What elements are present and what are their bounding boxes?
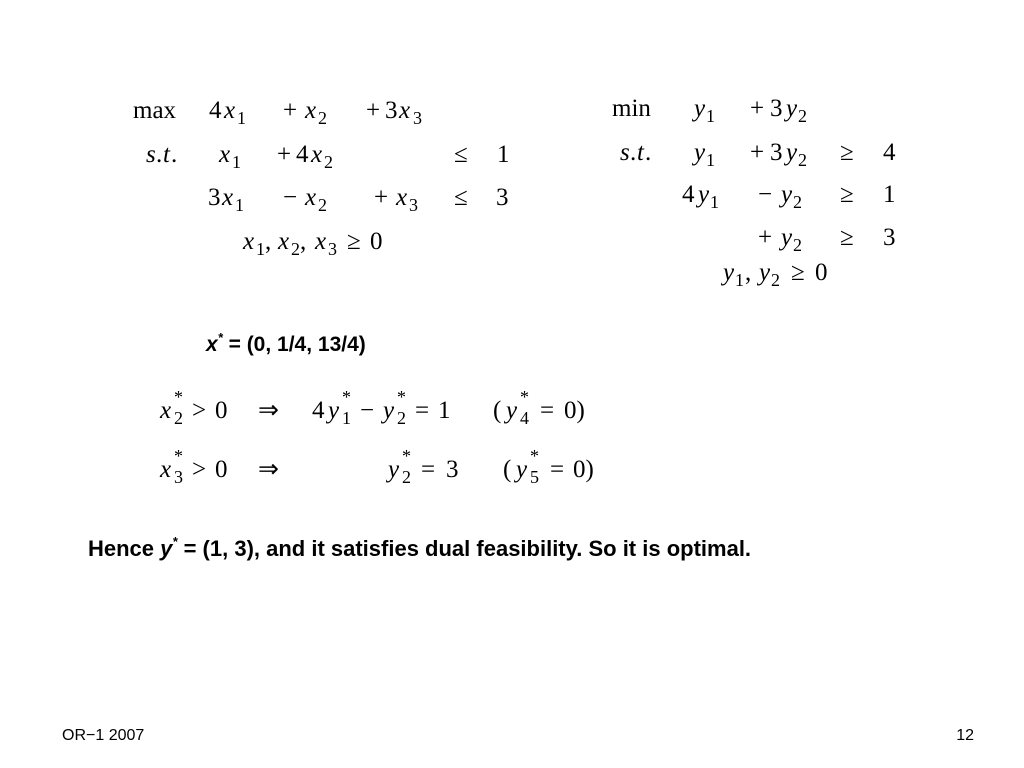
svg-text:=: =: [550, 456, 565, 483]
svg-text:1: 1: [706, 106, 715, 126]
svg-text:*: *: [174, 387, 183, 407]
svg-text:x: x: [311, 141, 323, 168]
svg-text:=: =: [421, 456, 436, 483]
svg-text:3: 3: [770, 95, 783, 122]
svg-text:y: y: [723, 259, 735, 286]
svg-text:1: 1: [232, 152, 241, 172]
svg-text:x: x: [160, 397, 172, 424]
svg-text:−: −: [283, 184, 298, 211]
svg-text:y: y: [516, 456, 528, 483]
svg-text:t: t: [637, 139, 644, 166]
svg-text:+: +: [750, 95, 765, 122]
svg-text:y: y: [781, 181, 793, 208]
svg-text:*: *: [174, 446, 183, 466]
svg-text:y: y: [786, 139, 798, 166]
svg-text:1: 1: [883, 181, 896, 208]
svg-text:y: y: [388, 456, 400, 483]
svg-text:0: 0: [815, 259, 828, 286]
svg-text:y: y: [506, 397, 518, 424]
svg-text:⇒: ⇒: [258, 397, 279, 424]
svg-text:=: =: [415, 397, 430, 424]
svg-text:.: .: [645, 139, 652, 166]
svg-text:x: x: [305, 97, 317, 124]
svg-text:*: *: [402, 446, 411, 466]
svg-text:y: y: [694, 95, 706, 122]
svg-text:+: +: [277, 141, 292, 168]
svg-text:,: ,: [265, 228, 272, 255]
svg-text:3: 3: [174, 467, 183, 487]
svg-text:0: 0: [215, 456, 228, 483]
svg-text:−: −: [360, 397, 375, 424]
svg-text:min: min: [612, 95, 651, 122]
svg-text:2: 2: [318, 108, 327, 128]
svg-text:1: 1: [342, 408, 351, 428]
svg-text:0: 0: [215, 397, 228, 424]
svg-text:⇒: ⇒: [258, 456, 279, 483]
svg-text:x: x: [219, 141, 231, 168]
svg-text:x: x: [399, 97, 411, 124]
svg-text:≥: ≥: [791, 259, 805, 286]
svg-text:4: 4: [209, 97, 222, 124]
svg-text:x: x: [243, 228, 255, 255]
svg-text:max: max: [133, 97, 177, 124]
svg-text:y: y: [383, 397, 395, 424]
svg-text:,: ,: [745, 259, 752, 286]
svg-text:0): 0): [564, 397, 585, 424]
svg-text:+: +: [758, 224, 773, 251]
svg-text:1: 1: [438, 397, 451, 424]
svg-text:4: 4: [312, 397, 325, 424]
svg-text:.: .: [156, 141, 163, 168]
svg-text:≥: ≥: [840, 139, 854, 166]
svg-text:y: y: [328, 397, 340, 424]
svg-text:x: x: [222, 184, 234, 211]
svg-text:2: 2: [324, 152, 333, 172]
svg-text:*: *: [530, 446, 539, 466]
svg-text:2: 2: [174, 408, 183, 428]
svg-text:.: .: [630, 139, 637, 166]
svg-text:2: 2: [793, 235, 802, 255]
svg-text:3: 3: [385, 97, 398, 124]
svg-text:2: 2: [402, 467, 411, 487]
conclusion-prefix: Hence: [88, 536, 161, 561]
svg-text:≥: ≥: [840, 181, 854, 208]
svg-text:−: −: [758, 181, 773, 208]
svg-text:+: +: [750, 139, 765, 166]
svg-text:3: 3: [409, 195, 418, 215]
svg-text:t: t: [163, 141, 170, 168]
footer-course: OR−1 2007: [62, 727, 145, 744]
optimal-x-statement: [206, 330, 366, 357]
svg-text:0: 0: [370, 228, 383, 255]
svg-text:0): 0): [573, 456, 594, 483]
y-star: *: [172, 534, 178, 549]
svg-text:s: s: [620, 139, 630, 166]
svg-text:4: 4: [520, 408, 529, 428]
page-number: 12: [956, 727, 974, 744]
svg-text:2: 2: [397, 408, 406, 428]
svg-text:1: 1: [497, 141, 510, 168]
svg-text:3: 3: [328, 239, 337, 259]
svg-text:*: *: [342, 387, 351, 407]
svg-text:(: (: [493, 397, 502, 424]
svg-text:=: =: [540, 397, 555, 424]
conclusion-statement: [88, 534, 751, 562]
x-symbol: x: [206, 333, 218, 356]
svg-text:≤: ≤: [454, 184, 468, 211]
svg-text:≥: ≥: [347, 228, 361, 255]
svg-text:2: 2: [798, 106, 807, 126]
svg-text:x: x: [278, 228, 290, 255]
svg-text:3: 3: [208, 184, 221, 211]
svg-text:1: 1: [706, 150, 715, 170]
svg-text:+: +: [366, 97, 381, 124]
svg-text:*: *: [520, 387, 529, 407]
svg-text:3: 3: [883, 224, 896, 251]
svg-text:y: y: [781, 224, 793, 251]
svg-text:2: 2: [291, 239, 300, 259]
dual-lp: [612, 95, 896, 290]
primal-lp: [133, 97, 510, 259]
complementary-slackness: [159, 387, 594, 487]
svg-text:4: 4: [682, 181, 695, 208]
svg-text:2: 2: [318, 195, 327, 215]
svg-text:4: 4: [883, 139, 896, 166]
svg-text:+: +: [283, 97, 298, 124]
svg-text:+: +: [374, 184, 389, 211]
svg-text:4: 4: [296, 141, 309, 168]
svg-text:1: 1: [735, 270, 744, 290]
svg-text:>: >: [192, 397, 207, 424]
svg-text:x: x: [305, 184, 317, 211]
svg-text:(: (: [503, 456, 512, 483]
svg-text:,: ,: [300, 228, 307, 255]
svg-text:1: 1: [256, 239, 265, 259]
svg-text:3: 3: [770, 139, 783, 166]
svg-text:3: 3: [446, 456, 459, 483]
svg-text:1: 1: [237, 108, 246, 128]
svg-text:2: 2: [793, 192, 802, 212]
svg-text:y: y: [759, 259, 771, 286]
svg-text:x: x: [315, 228, 327, 255]
svg-text:y: y: [698, 181, 710, 208]
svg-text:.: .: [171, 141, 178, 168]
svg-text:x: x: [396, 184, 408, 211]
y-symbol: y: [160, 536, 173, 561]
svg-text:3: 3: [413, 108, 422, 128]
svg-text:≥: ≥: [840, 224, 854, 251]
svg-text:x: x: [160, 456, 172, 483]
svg-text:1: 1: [235, 195, 244, 215]
x-star: *: [217, 330, 223, 345]
svg-text:2: 2: [798, 150, 807, 170]
svg-text:≤: ≤: [454, 141, 468, 168]
svg-text:1: 1: [710, 192, 719, 212]
x-value: = (0, 1/4, 13/4): [228, 333, 366, 356]
conclusion-rest: = (1, 3), and it satisfies dual feasibility. So it is optimal.: [177, 536, 752, 561]
svg-text:5: 5: [530, 467, 539, 487]
svg-text:s: s: [146, 141, 156, 168]
svg-text:>: >: [192, 456, 207, 483]
svg-text:3: 3: [496, 184, 509, 211]
svg-text:x: x: [224, 97, 236, 124]
svg-text:y: y: [694, 139, 706, 166]
svg-text:y: y: [786, 95, 798, 122]
svg-text:*: *: [397, 387, 406, 407]
svg-text:2: 2: [771, 270, 780, 290]
